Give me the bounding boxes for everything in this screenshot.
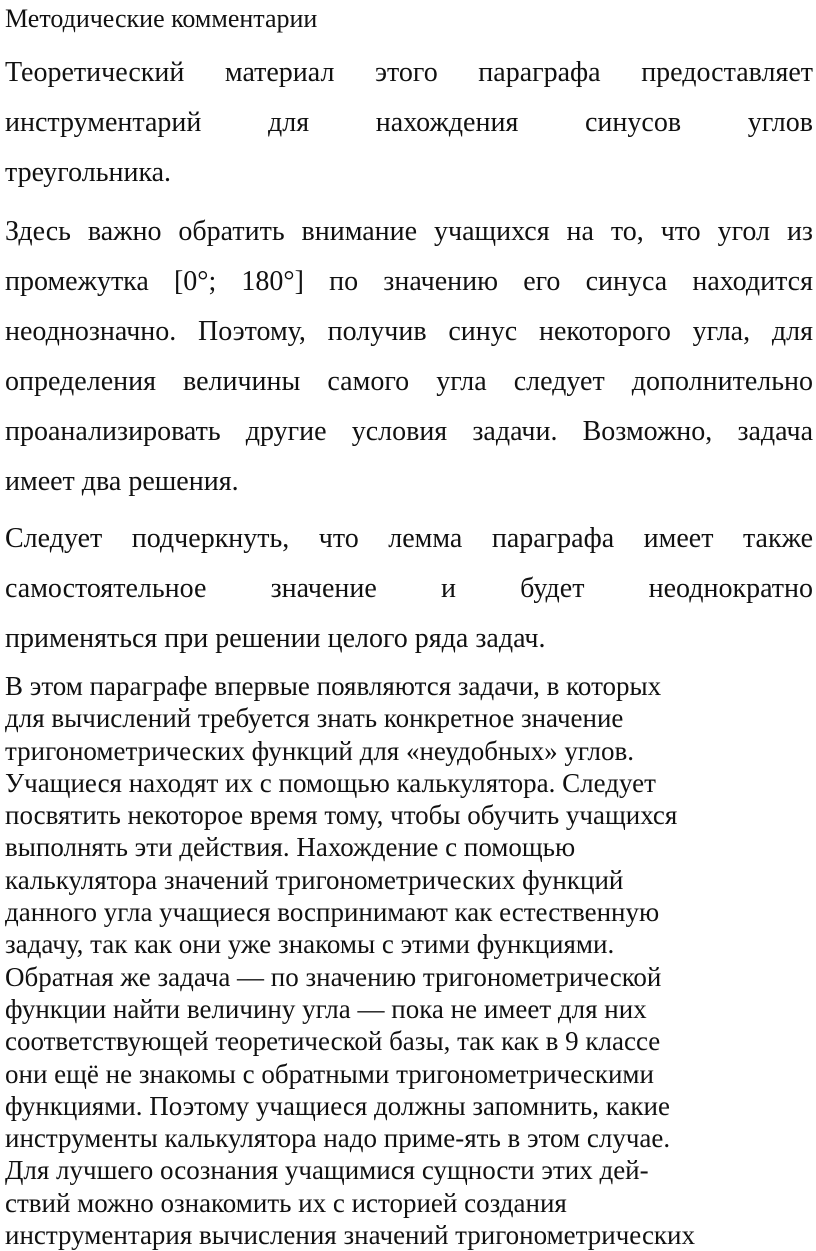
paragraph-sine-ambiguity xyxy=(5,207,813,507)
text-line: имеет два решения. xyxy=(5,466,239,497)
text-line: проанализировать другие условия задачи. Возможно, задача xyxy=(5,416,813,447)
text-line: применяться при решении целого ряда задач. xyxy=(5,623,546,654)
text-line: Здесь важно обратить внимание учащихся на то, что угол из xyxy=(5,216,813,247)
text-line: ствий можно ознакомить их с историей создания xyxy=(5,1187,567,1218)
text-line: Учащиеся находят их с помощью калькулятора. Следует xyxy=(5,767,656,798)
paragraph-theory xyxy=(5,48,813,198)
paragraph-calculator xyxy=(5,670,813,1251)
text-line: промежутка [0°; 180°] по значению его синуса находится xyxy=(5,266,813,297)
text-line: функциями. Поэтому учащиеся должны запомнить, какие xyxy=(5,1090,670,1121)
text-line: определения величины самого угла следует дополнительно xyxy=(5,366,813,397)
text-line: Для лучшего осознания учащимися сущности этих дей- xyxy=(5,1155,649,1186)
text-line: задачу, так как они уже знакомы с этими функциями. xyxy=(5,929,615,960)
text-line: соответствующей теоретической базы, так как в 9 классе xyxy=(5,1026,661,1057)
text-line: Следует подчеркнуть, что лемма параграфа имеет также xyxy=(5,523,813,554)
text-line: треугольника. xyxy=(5,157,172,188)
text-line: неоднозначно. Поэтому, получив синус некоторого угла, для xyxy=(5,316,813,347)
section-heading: Методические комментарии xyxy=(5,4,318,33)
text-line: Теоретический материал этого параграфа предоставляет xyxy=(5,57,813,88)
text-line: они ещё не знакомы с обратными тригонометрическими xyxy=(5,1058,654,1089)
paragraph-lemma xyxy=(5,514,813,664)
text-line: для вычислений требуется знать конкретное значение xyxy=(5,703,624,734)
text-line: функции найти величину угла — пока не имеет для них xyxy=(5,993,647,1024)
text-line: калькулятора значений тригонометрических функций xyxy=(5,864,624,895)
text-line: самостоятельное значение и будет неоднократно xyxy=(5,573,813,604)
text-line: инструментарий для нахождения синусов углов xyxy=(5,107,813,138)
text-line: инструменты калькулятора надо приме-ять в этом случае. xyxy=(5,1123,671,1154)
text-line: В этом параграфе впервые появляются задачи, в которых xyxy=(5,671,662,701)
text-line: посвятить некоторое время тому, чтобы обучить учащихся xyxy=(5,800,678,831)
text-line: тригонометрических функций для «неудобных» углов. xyxy=(5,735,635,766)
text-line: выполнять эти действия. Нахождение с помощью xyxy=(5,832,576,863)
text-line: данного угла учащиеся воспринимают как естественную xyxy=(5,897,660,928)
text-line: инструментария вычисления значений тригонометрических xyxy=(5,1220,696,1251)
document-page xyxy=(5,0,813,1251)
text-line: Обратная же задача — по значению тригонометрической xyxy=(5,961,662,992)
